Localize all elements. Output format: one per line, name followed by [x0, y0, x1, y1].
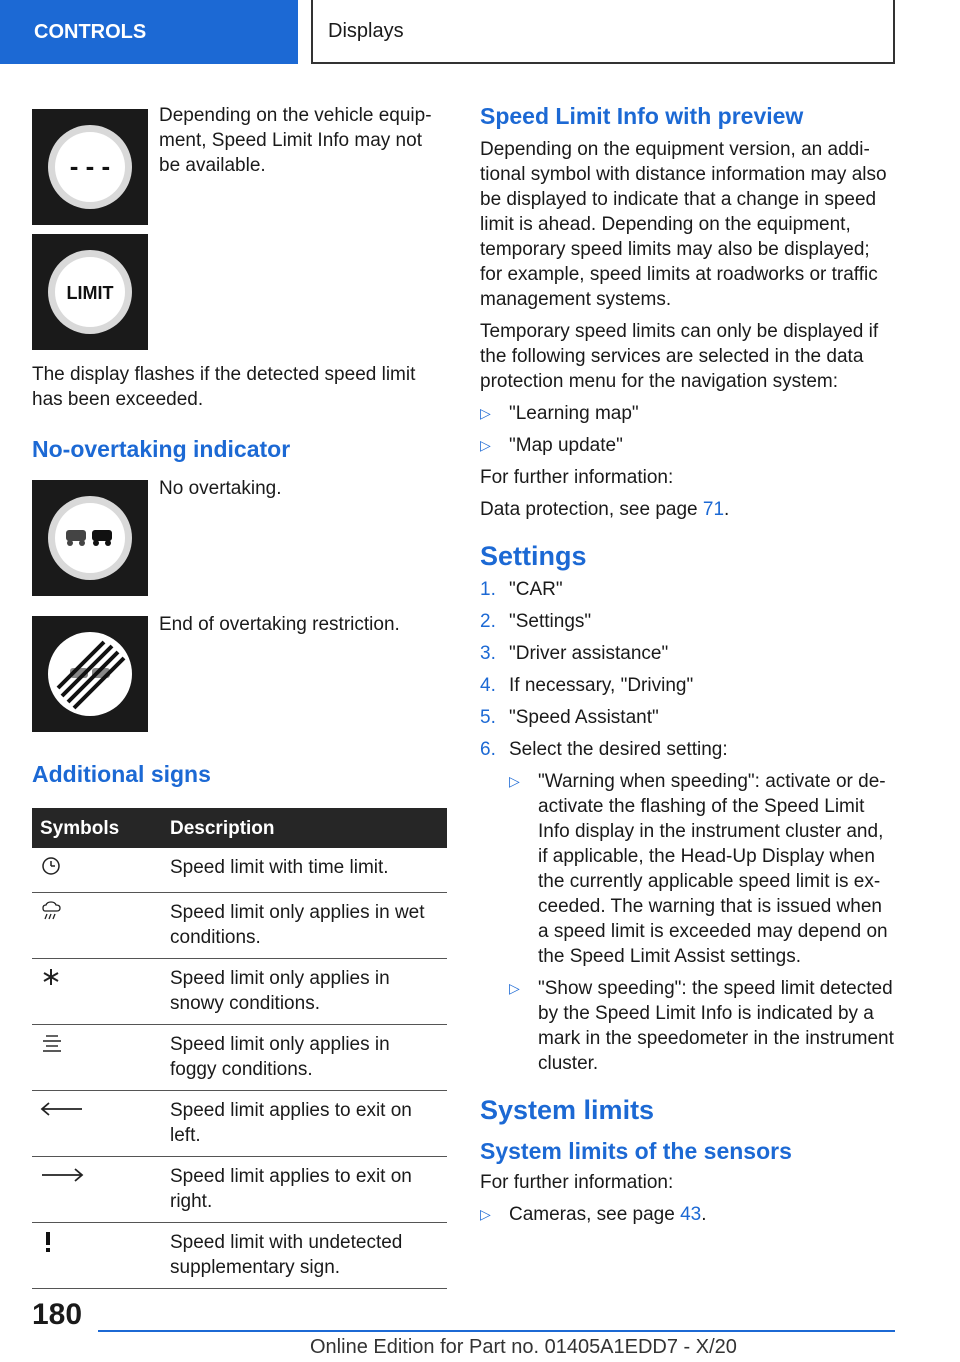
row-description: Speed limit with undetected supplementary sign. — [162, 1223, 447, 1289]
settings-heading: Settings — [480, 541, 587, 571]
additional-signs-table — [32, 808, 447, 1289]
page-link-43[interactable]: 43 — [680, 1204, 702, 1225]
description-column-header: Description — [162, 808, 447, 848]
sign-limit-label: LIMIT — [66, 283, 114, 303]
row-description: Speed limit with time limit. — [162, 848, 447, 893]
preview-paragraph-1: Depending on the equipment version, an additional symbol with distance information may also be displayed to indicate that a change in speed limit is ahead. Depending on the equipment, temporary speed limits may also be displayed; for example, speed limits at roadworks or traffic management systems. — [480, 139, 887, 310]
list-item: ▷ "Show speeding": the speed limit detected by the Speed Limit Info is indicated by a mark in the speedometer in the instrument cluster. — [509, 978, 894, 1074]
exclamation-icon — [40, 1238, 56, 1259]
chapter-title: Displays — [311, 0, 895, 64]
sign-dashes-label: - - - — [69, 151, 111, 181]
preview-heading: Speed Limit Info with preview — [480, 103, 804, 129]
edition-text: Online Edition for Part no. 01405A1EDD7 - X/20 — [310, 1336, 737, 1358]
intro-text: Depending on the vehicle equipment, Speed Limit Info may not be available. — [159, 105, 432, 176]
no-overtaking-text: No overtaking. — [159, 478, 282, 499]
table-row — [32, 1091, 447, 1157]
table-row — [32, 848, 447, 893]
row-description: Speed limit applies to exit on left. — [162, 1091, 447, 1157]
row-description: Speed limit only applies in snowy conditions. — [162, 959, 447, 1025]
further-info-text-2: For further information: — [480, 1172, 674, 1193]
data-protection-ref: Data protection, see page 71. — [480, 499, 730, 520]
section-tab-controls: CONTROLS — [0, 0, 298, 64]
arrow-right-icon — [40, 1170, 84, 1191]
list-item: ▷ Cameras, see page 43. — [480, 1204, 707, 1225]
table-row — [32, 893, 447, 959]
no-overtaking-heading: No-overtaking indicator — [32, 436, 291, 462]
list-item: ▷ "Map update" — [480, 435, 623, 456]
triangle-bullet-icon: ▷ — [509, 773, 520, 789]
arrow-left-icon — [40, 1104, 84, 1125]
table-row — [32, 959, 447, 1025]
list-item: ▷ "Warning when speeding": activate or deactivate the flashing of the Speed Limit Info display in the instrument cluster and, if applicable, the Head-Up Display when the currently applicable speed limit is exceeded. The warning that is issued when a speed limit is exceeded may depend on the Speed Limit Assist settings. — [509, 771, 888, 967]
clock-icon — [40, 861, 62, 882]
triangle-bullet-icon: ▷ — [480, 1206, 491, 1222]
list-item: 4. If necessary, "Driving" — [480, 675, 694, 696]
preview-paragraph-2: Temporary speed limits can only be displayed if the following services are selected in the data protection menu for the navigation system: — [480, 321, 879, 392]
right-column — [480, 104, 896, 1227]
table-row — [32, 1157, 447, 1223]
list-item: 3. "Driver assistance" — [480, 643, 669, 664]
rain-cloud-icon — [40, 906, 64, 927]
footer-divider — [98, 1330, 895, 1332]
end-no-overtaking-sign — [32, 616, 148, 732]
fog-icon — [40, 1038, 64, 1059]
limit-sign — [32, 234, 148, 350]
flash-text: The display flashes if the detected speed limit has been exceeded. — [32, 364, 416, 410]
list-item: ▷ "Learning map" — [480, 403, 639, 424]
table-row — [32, 1025, 447, 1091]
no-overtaking-sign — [32, 480, 148, 596]
further-info-text: For further information: — [480, 467, 674, 488]
triangle-bullet-icon: ▷ — [480, 437, 491, 453]
snowflake-icon — [40, 972, 62, 993]
system-limits-heading: System limits — [480, 1095, 655, 1125]
list-item: 1. "CAR" — [480, 579, 563, 600]
triangle-bullet-icon: ▷ — [509, 980, 520, 996]
page-link-71[interactable]: 71 — [702, 499, 725, 520]
sensors-heading: System limits of the sensors — [480, 1138, 792, 1164]
list-item: 6. Select the desired setting: — [480, 739, 728, 760]
row-description: Speed limit applies to exit on right. — [162, 1157, 447, 1223]
list-item: 5. "Speed Assistant" — [480, 707, 659, 728]
additional-signs-heading: Additional signs — [32, 761, 211, 787]
symbols-column-header: Symbols — [32, 808, 162, 848]
row-description: Speed limit only applies in foggy conditions. — [162, 1025, 447, 1091]
list-item: 2. "Settings" — [480, 611, 592, 632]
triangle-bullet-icon: ▷ — [480, 405, 491, 421]
page-number: 180 — [32, 1298, 83, 1331]
speed-limit-unavailable-sign — [32, 109, 148, 225]
table-row — [32, 1223, 447, 1289]
row-description: Speed limit only applies in wet conditions. — [162, 893, 447, 959]
end-overtaking-text: End of overtaking restriction. — [159, 614, 400, 635]
